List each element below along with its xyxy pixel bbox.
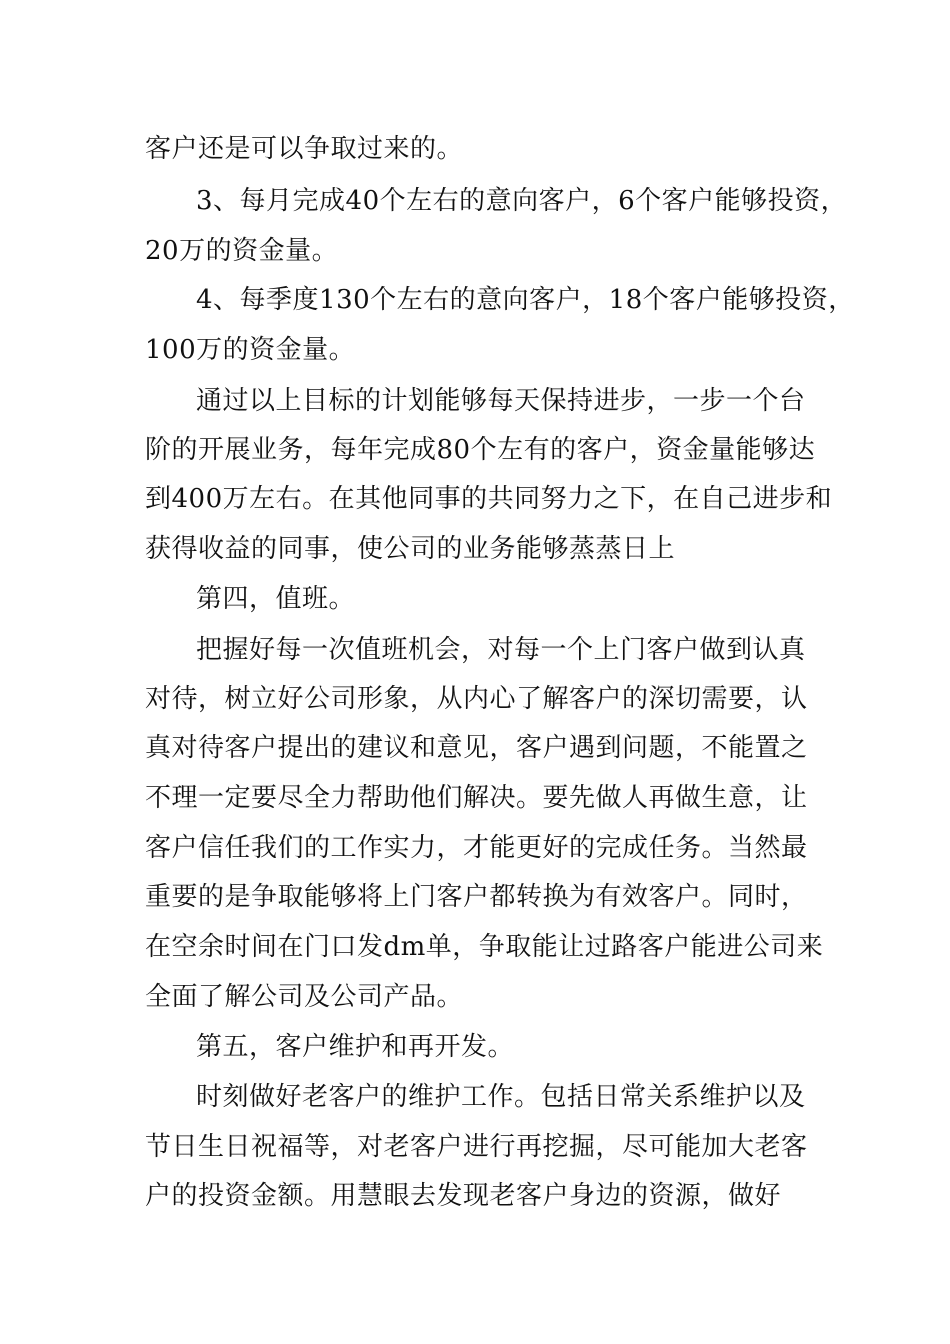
text-line: 在空余时间在门口发dm单，争取能让过路客户能进公司来 (145, 932, 824, 962)
text-line: 到400万左右。在其他同事的共同努力之下，在自己进步和 (145, 484, 833, 514)
text-line: 不理一定要尽全力帮助他们解决。要先做人再做生意，让 (145, 783, 808, 813)
text-line: 真对待客户提出的建议和意见，客户遇到问题，不能置之 (145, 733, 808, 763)
text-line: 重要的是争取能够将上门客户都转换为有效客户。同时， (145, 882, 808, 912)
text-line: 4、每季度130个左右的意向客户，18个客户能够投资， (196, 285, 855, 315)
text-line: 阶的开展业务，每年完成80个左有的客户，资金量能够达 (145, 435, 816, 465)
text-line: 3、每月完成40个左右的意向客户，6个客户能够投资， (196, 186, 848, 216)
text-line: 客户信任我们的工作实力，才能更好的完成任务。当然最 (145, 833, 808, 863)
section-heading: 第五，客户维护和再开发。 (196, 1032, 515, 1062)
section-heading: 第四，值班。 (196, 584, 356, 614)
text-line: 把握好每一次值班机会，对每一个上门客户做到认真 (196, 635, 806, 665)
text-line: 获得收益的同事，使公司的业务能够蒸蒸日上 (145, 534, 676, 564)
text-line: 节日生日祝福等，对老客户进行再挖掘，尽可能加大老客 (145, 1132, 808, 1162)
text-line: 全面了解公司及公司产品。 (145, 982, 464, 1012)
text-line: 时刻做好老客户的维护工作。包括日常关系维护以及 (196, 1082, 806, 1112)
text-line: 对待，树立好公司形象，从内心了解客户的深切需要，认 (145, 684, 808, 714)
text-line: 户的投资金额。用慧眼去发现老客户身边的资源，做好 (145, 1181, 782, 1211)
text-line: 20万的资金量。 (145, 236, 339, 266)
text-line: 通过以上目标的计划能够每天保持进步，一步一个台 (196, 386, 806, 416)
text-line: 100万的资金量。 (145, 335, 356, 365)
text-line: 客户还是可以争取过来的。 (145, 134, 464, 164)
